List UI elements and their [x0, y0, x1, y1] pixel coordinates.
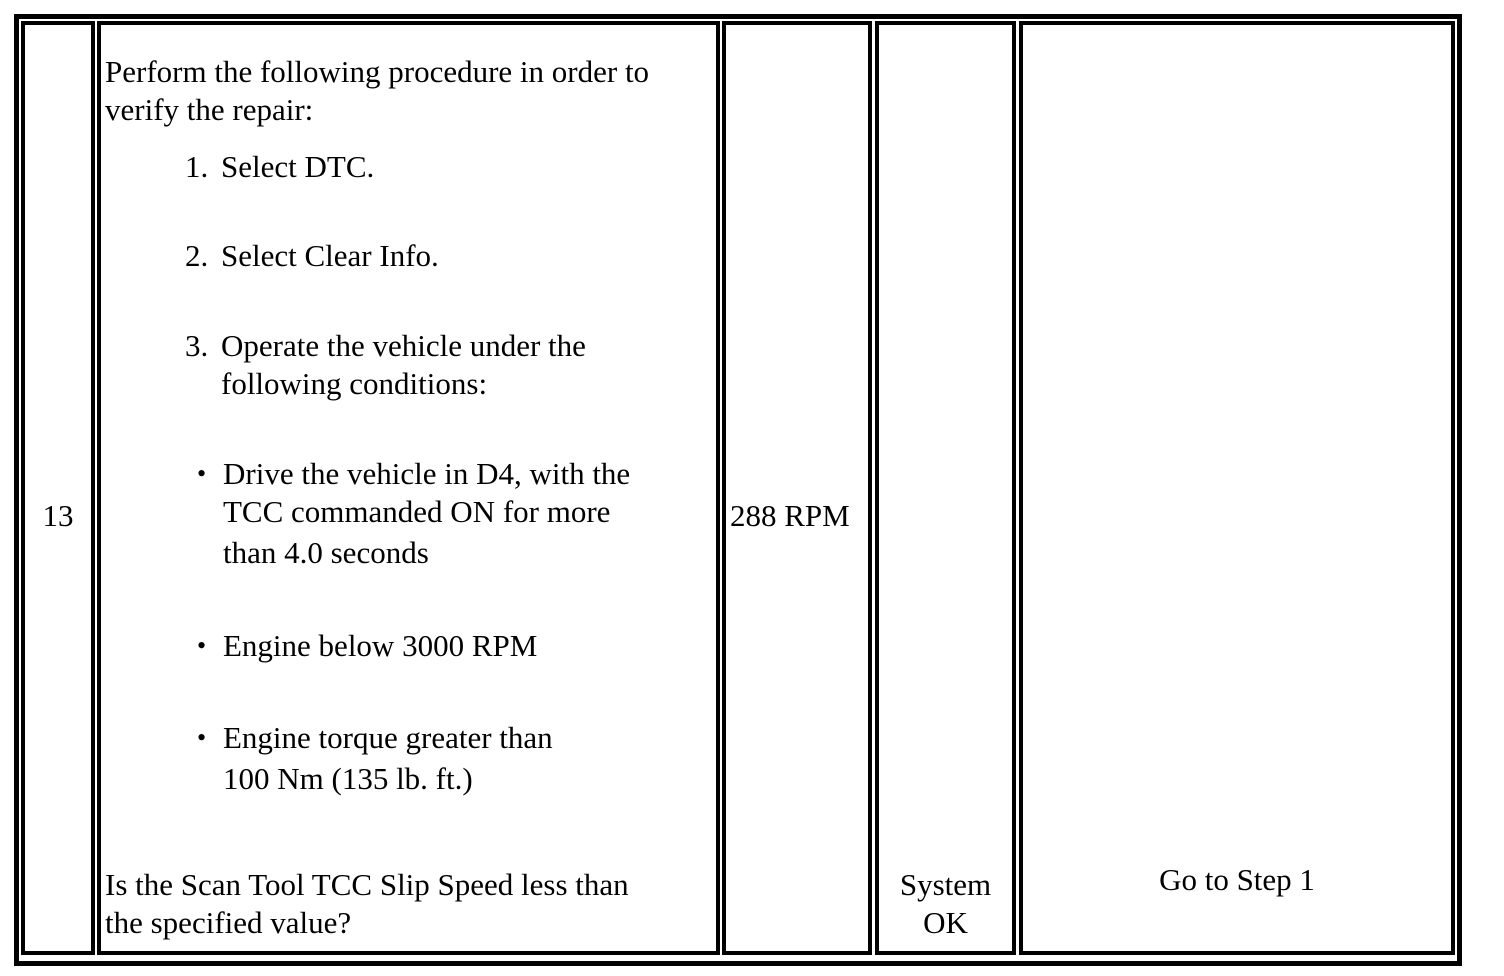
condition-text: Drive the vehicle in D4, with the: [223, 456, 631, 491]
procedure-step-text: following conditions:: [221, 366, 488, 401]
procedure-step-text: Operate the vehicle under the: [221, 328, 586, 363]
condition-text: 100 Nm (135 lb. ft.): [223, 761, 473, 796]
yes-result: [879, 866, 1012, 942]
yes-cell: [875, 21, 1016, 955]
bullet-icon: •: [197, 459, 207, 488]
value-cell: [722, 21, 872, 955]
yes-result-line-1: System: [899, 867, 992, 902]
procedure-step-number: 1.: [185, 149, 209, 184]
procedure-step-number: 2.: [185, 238, 209, 273]
action-intro: [105, 53, 649, 129]
action-intro-line-1: Perform the following procedure in order to: [105, 54, 650, 89]
action-intro-line-2: verify the repair:: [105, 92, 314, 127]
condition-text: TCC commanded ON for more: [223, 494, 611, 529]
no-cell: [1019, 21, 1455, 955]
bullet-icon: •: [197, 631, 207, 660]
condition-text: than 4.0 seconds: [223, 535, 429, 570]
question-line-1: Is the Scan Tool TCC Slip Speed less than: [105, 867, 629, 902]
condition-text: Engine below 3000 RPM: [223, 628, 538, 663]
question-line-2: the specified value?: [105, 905, 352, 940]
procedure-step-number: 3.: [185, 328, 209, 363]
verification-question: [105, 866, 629, 942]
yes-result-line-2: OK: [923, 905, 968, 940]
step-number-cell: [21, 21, 95, 955]
procedure-step-text: Select DTC.: [221, 149, 375, 184]
condition-text: Engine torque greater than: [223, 720, 553, 755]
action-cell: [97, 21, 720, 955]
no-result: Go to Step 1: [1159, 862, 1315, 897]
bullet-icon: •: [197, 723, 207, 752]
procedure-step-text: Select Clear Info.: [221, 238, 439, 273]
specified-value: 288 RPM: [730, 498, 850, 533]
step-number: 13: [42, 498, 74, 533]
